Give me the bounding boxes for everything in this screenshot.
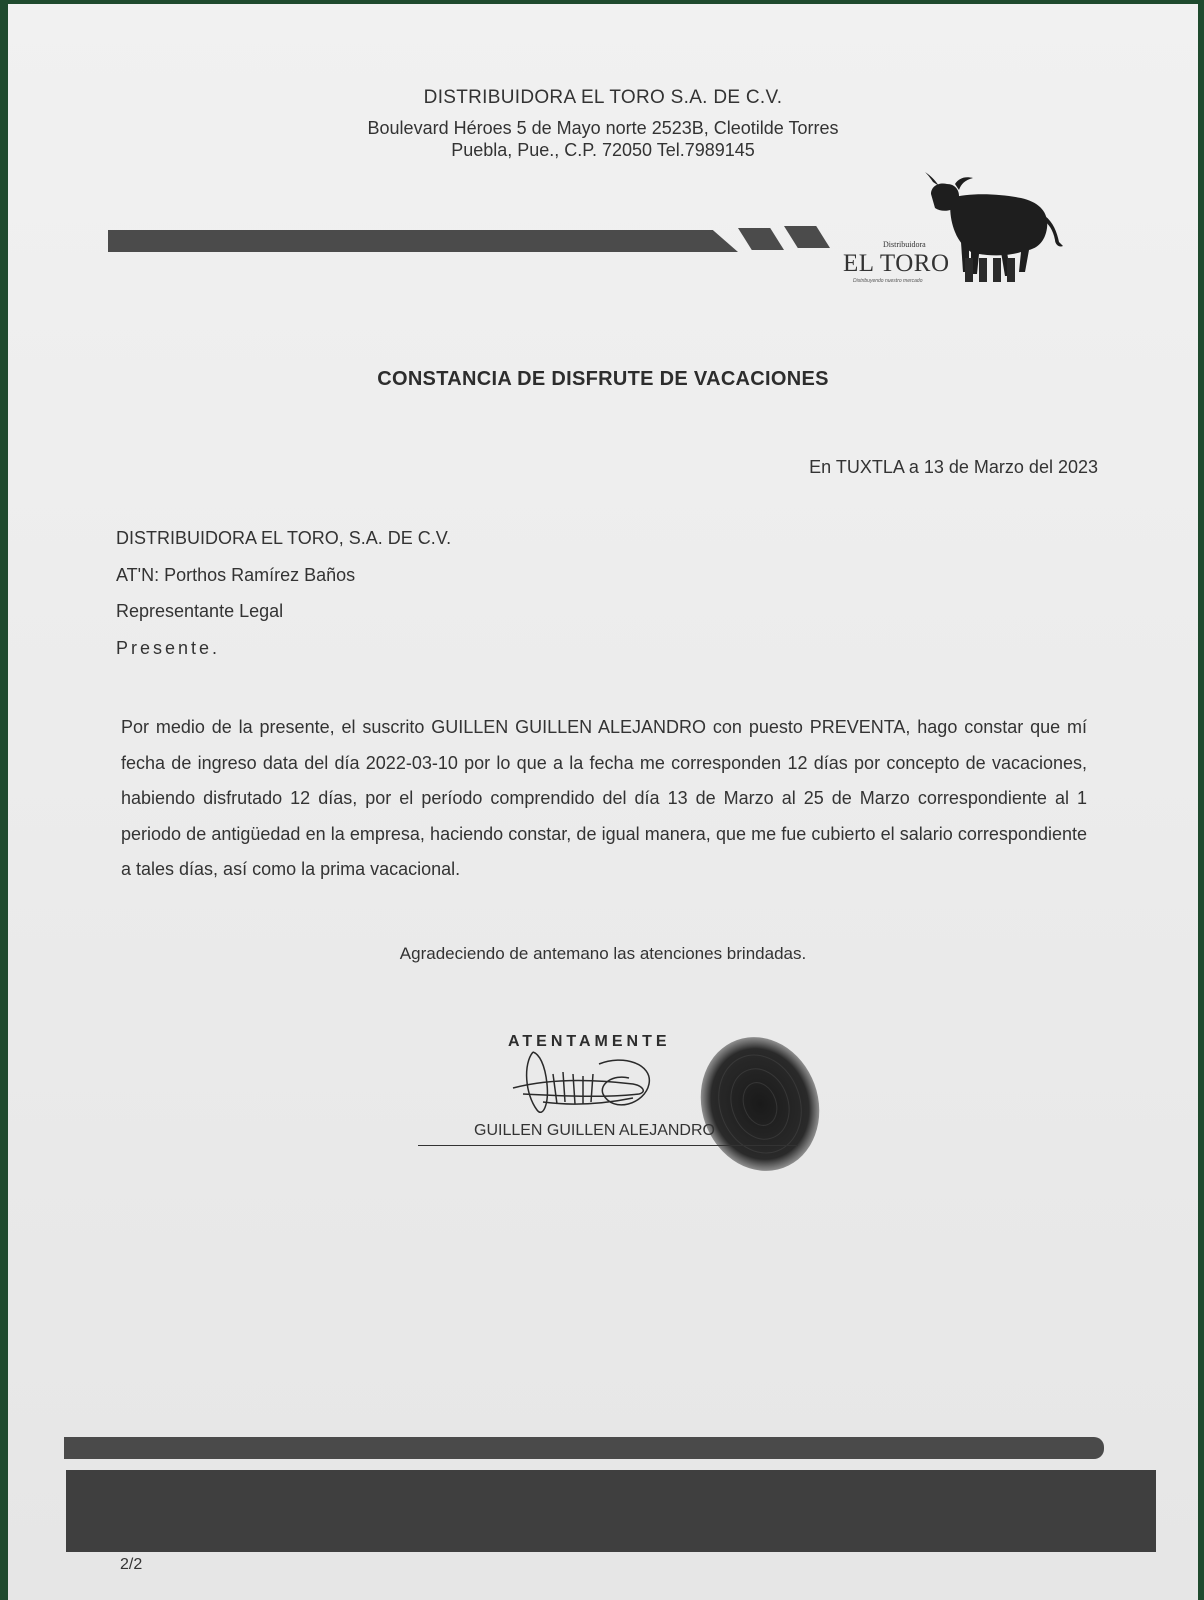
logo-name: EL TORO <box>843 250 950 277</box>
signer-name: GUILLEN GUILLEN ALEJANDRO <box>474 1122 715 1139</box>
signature-icon <box>503 1044 663 1124</box>
body-paragraph: Por medio de la presente, el suscrito GUILLEN GUILLEN ALEJANDRO con puesto PREVENTA, hago constar que mí fecha de ingreso data del día 2022-03-10 por lo que a la fecha me corresponden 12 días por concepto de vacaciones, habiendo disfrutado 12 días, por el período comprendido del día 13 de Marzo al 25 de Marzo correspondiente al 1 periodo de antigüedad en la empresa, haciendo constar, de igual manera, que me fue cubierto el salario correspondiente a tales días, así como la prima vacacional. <box>121 717 1087 879</box>
footer-band-bottom <box>66 1470 1156 1552</box>
document-date: En TUXTLA a 13 de Marzo del 2023 <box>809 457 1098 477</box>
header-divider <box>108 222 848 262</box>
logo-slogan: Distribuyendo nuestro mercado <box>853 278 923 284</box>
fingerprint-icon <box>698 1034 828 1179</box>
closing-line: Agradeciendo de antemano las atenciones brindadas. <box>399 944 807 963</box>
company-logo <box>843 172 1073 292</box>
recipient-role: Representante Legal <box>116 601 284 621</box>
recipient-company: DISTRIBUIDORA EL TORO, S.A. DE C.V. <box>116 528 452 548</box>
company-name: DISTRIBUIDORA EL TORO S.A. DE C.V. <box>423 87 783 108</box>
logo-small-text: Distribuidora <box>883 240 926 249</box>
sign-off: ATENTAMENTE <box>508 1033 671 1050</box>
document-page <box>8 4 1198 1600</box>
signature-line <box>418 1145 798 1146</box>
footer-band-top <box>64 1437 1104 1459</box>
recipient-attention: AT'N: Porthos Ramírez Baños <box>116 565 356 585</box>
document-title: CONSTANCIA DE DISFRUTE DE VACACIONES <box>377 368 829 390</box>
recipient-present: Presente. <box>116 638 221 658</box>
company-city: Puebla, Pue., C.P. 72050 Tel.7989145 <box>451 140 755 160</box>
company-address: Boulevard Héroes 5 de Mayo norte 2523B, Cleotilde Torres <box>367 118 839 138</box>
page-number: 2/2 <box>120 1556 143 1573</box>
